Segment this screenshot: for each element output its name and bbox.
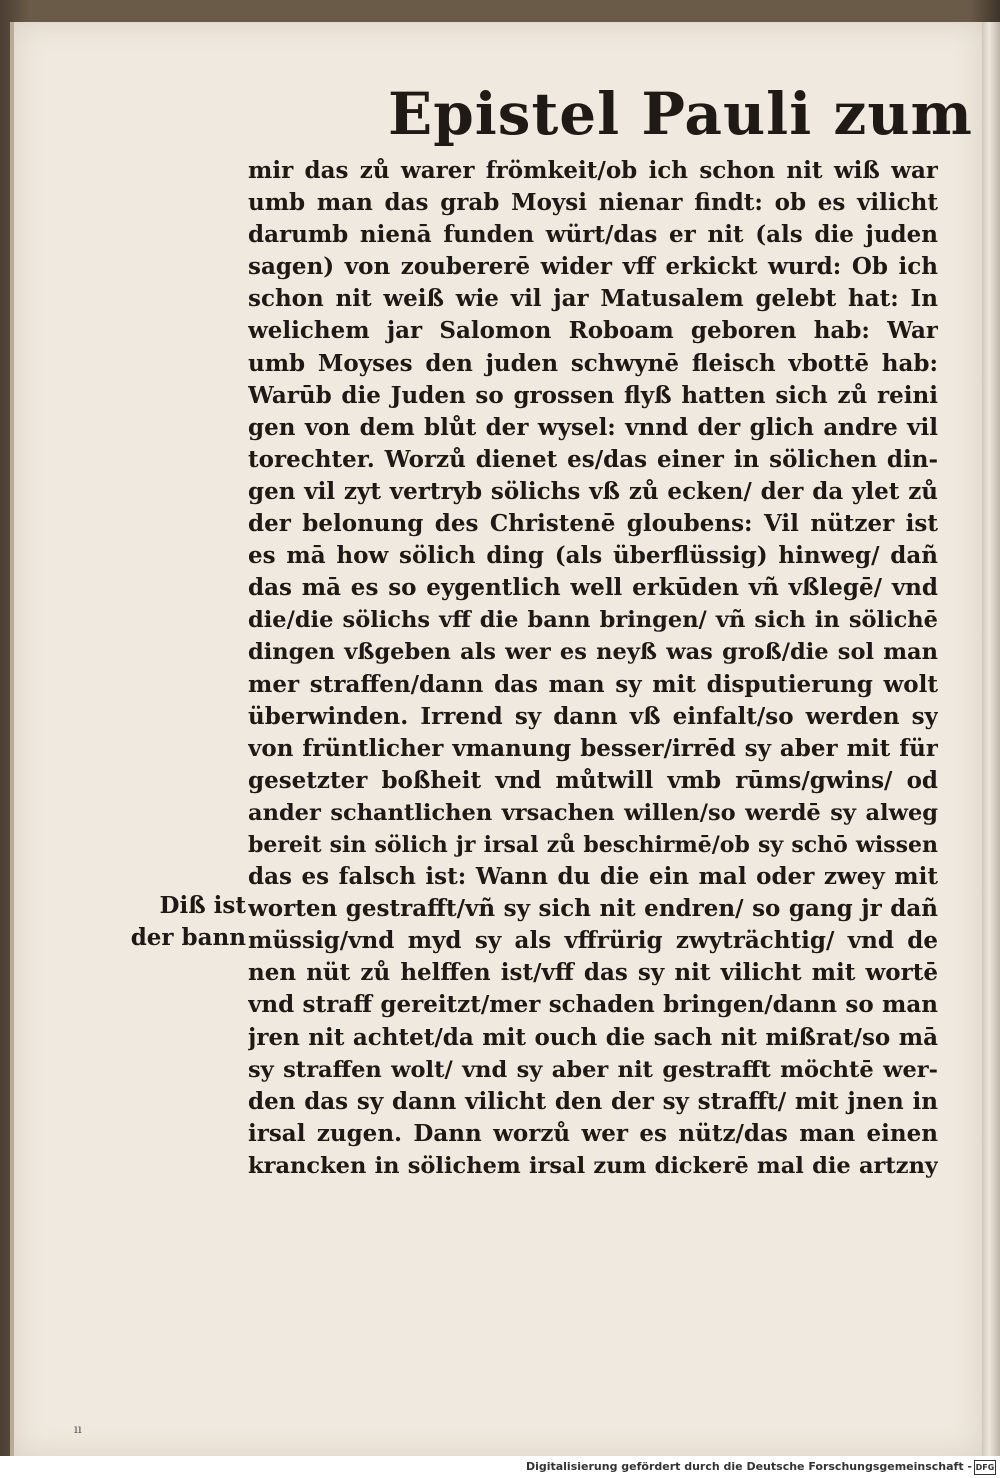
text-line: die/die sölichs vff die bann bringen/ vñ sich in sölichē (248, 607, 938, 634)
text-line: darumb nienā funden würt/das er nit (als die juden (248, 221, 938, 249)
text-line: worten gestrafft/vñ sy sich nit endren/ so gang jr dañ (248, 895, 938, 923)
text-line: nen nüt zů helffen ist/vff das sy nit vilicht mit wortē (248, 959, 938, 987)
text-line: bereit sin sölich jr irsal zů beschirmē/ob sy schō wissen (248, 831, 938, 858)
marginal-note-line: der bann (130, 924, 246, 952)
text-line: welichem jar Salomon Roboam geboren hab: War (248, 317, 938, 345)
text-line: jren nit achtet/da mit ouch die sach nit mißrat/so mā (248, 1023, 938, 1051)
text-line: umb Moyses den juden schwynē fleisch vbottē hab: (248, 349, 938, 377)
text-line: den das sy dann vilicht den der sy strafft/ mit jnen in (248, 1087, 938, 1115)
text-line: von früntlicher vmanung besser/irrēd sy aber mit für (248, 734, 938, 762)
text-line: gen vil zyt vertryb sölichs vß zů ecken/ der da ylet zů (248, 477, 938, 505)
text-line: gen von dem blůt der wysel: vnnd der glich andre vil (248, 413, 938, 441)
text-line: mer straffen/dann das man sy mit disputierung wolt (248, 670, 938, 698)
text-line: schon nit weiß wie vil jar Matusalem gelebt hat: In (248, 285, 938, 313)
text-line: irsal zugen. Dann worzů wer es nütz/das man einen (248, 1119, 938, 1147)
text-line: torechter. Worzů dienet es/das einer in sölichen din- (248, 445, 938, 473)
text-line: überwinden. Irrend sy dann vß einfalt/so werden sy (248, 702, 938, 730)
digitization-credit: Digitalisierung gefördert durch die Deutsche Forschungsgemeinschaft - (525, 1460, 972, 1473)
page-edge (982, 22, 1000, 1456)
running-header: Epistel Pauli zum (388, 80, 973, 148)
body-text (248, 155, 938, 1182)
text-line: der belonung des Christenē gloubens: Vil nützer ist (248, 510, 938, 538)
text-line: das mā es so eygentlich well erkūden vñ vßlegē/ vnd (248, 574, 938, 602)
text-line: sy straffen wolt/ vnd sy aber nit gestrafft möchtē wer- (248, 1056, 938, 1083)
text-line: dingen vßgeben als wer es neyß was groß/die sol man (248, 639, 938, 666)
text-line: vnd straff gereitzt/mer schaden bringen/dann so man (248, 991, 938, 1019)
marginal-note (112, 890, 246, 954)
text-line: es mā how sölich ding (als überflüssig) hinweg/ dañ (248, 542, 938, 570)
text-line: sagen) von zoubererē wider vff erkickt wurd: Ob ich (248, 253, 938, 281)
text-line: Warūb die Juden so grossen flyß hatten sich zů reini (248, 381, 938, 409)
text-line: umb man das grab Moysi nienar findt: ob es vilicht (248, 189, 938, 217)
signature-mark: ıı (74, 1422, 82, 1436)
text-line: ander schantlichen vrsachen willen/so werdē sy alweg (248, 799, 938, 826)
marginal-note-line: Diß ist (159, 892, 246, 919)
dfg-logo-icon: DFG (974, 1460, 996, 1475)
text-line: mir das zů warer frömkeit/ob ich schon nit wiß war (248, 157, 938, 184)
text-line: das es falsch ist: Wann du die ein mal oder zwey mit (248, 863, 938, 891)
text-line: krancken in sölichem irsal zum dickerē mal die artzny (248, 1152, 938, 1179)
text-line: müssig/vnd myd sy als vffrürig zwyträchtig/ vnd de (248, 927, 938, 955)
text-line: gesetzter boßheit vnd můtwill vmb rūms/gwins/ od (248, 766, 938, 794)
